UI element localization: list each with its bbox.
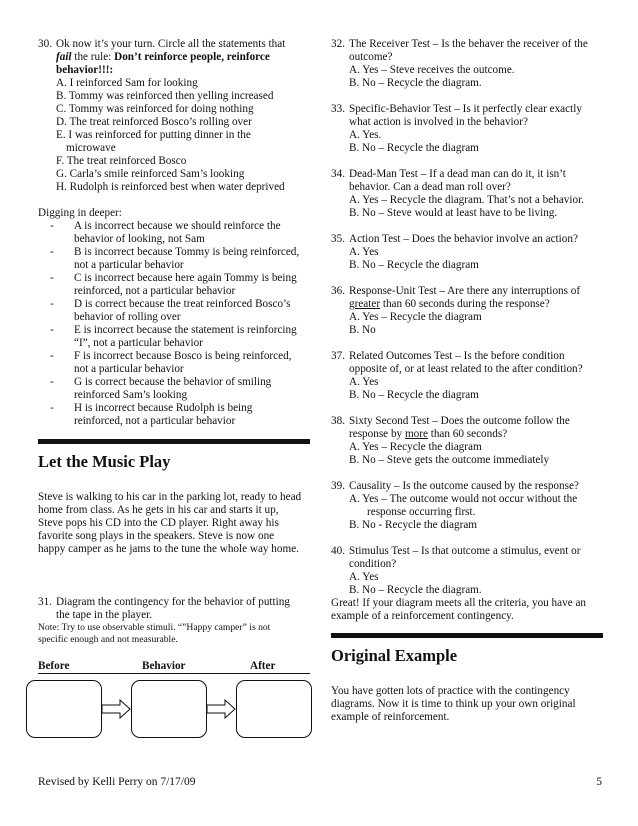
bullet-dash: - — [50, 220, 54, 232]
question-33: 33. Specific-Behavior Test – Is it perfectly clear exactly what action is involved in the behavior? A. Yes. B. No – Recycle the diagram — [331, 103, 603, 155]
bullet-dash: - — [50, 376, 54, 388]
original-paragraph: You have gotten lots of practice with the contingency diagrams. Now it is time to think up your own original example of reinforcement. — [331, 685, 576, 723]
digging-item: - E is incorrect because the statement is reinforcing “I”, not a particular behavior — [50, 324, 297, 349]
question-35: 35. Action Test – Does the behavior involve an action? A. Yes B. No – Recycle the diagram — [331, 233, 603, 272]
option: A. Yes – Recycle the diagram — [349, 311, 482, 323]
option: E. I was reinforced for putting dinner in the — [56, 129, 251, 141]
option: B. No - Recycle the diagram — [349, 519, 477, 531]
option: B. No – Recycle the diagram — [349, 389, 479, 401]
digging-item: - B is incorrect because Tommy is being reinforced, not a particular behavior — [50, 246, 300, 271]
question-40: 40. Stimulus Test – Is that outcome a stimulus, event or condition? A. Yes B. No – Recycle the diagram. — [331, 545, 603, 597]
option: B. No – Recycle the diagram. — [349, 584, 482, 596]
section-rule — [331, 633, 603, 638]
option: A. Yes — [349, 376, 379, 388]
question-38: 38. Sixty Second Test – Does the outcome follow the response by more than 60 seconds? A. Yes – Recycle the diagram B. No – Steve gets the outcome immediately — [331, 415, 603, 467]
question-31: 31. Diagram the contingency for the behavior of putting the tape in the player. — [38, 596, 290, 621]
question-36: 36. Response-Unit Test – Are there any interruptions of greater than 60 seconds during the response? A. Yes – Recycle the diagram B. No — [331, 285, 603, 337]
option: G. Carla’s smile reinforced Sam’s looking — [56, 168, 245, 180]
test-list — [331, 38, 603, 597]
option-continued: microwave — [66, 142, 116, 154]
question-32: 32. The Receiver Test – Is the behaver the receiver of the outcome? A. Yes – Steve receives the outcome. B. No – Recycle the diagram. — [331, 38, 603, 90]
right-column — [331, 38, 603, 724]
section-rule — [38, 439, 310, 444]
option: B. No — [349, 324, 376, 336]
bullet-dash: - — [50, 324, 54, 336]
digging-list — [38, 220, 310, 428]
option: B. No – Recycle the diagram — [349, 142, 479, 154]
bullet-dash: - — [50, 402, 54, 414]
label-before: Before — [38, 660, 70, 672]
option: B. No – Steve gets the outcome immediately — [349, 454, 550, 466]
bullet-dash: - — [50, 272, 54, 284]
option: A. Yes — [349, 246, 379, 258]
great-paragraph: Great! If your diagram meets all the criteria, you have an example of a reinforcement contingency. — [331, 597, 587, 622]
label-after: After — [250, 660, 276, 672]
story-paragraph: Steve is walking to his car in the parking lot, ready to head home from class. As he gets in his car and starts it up, Steve pops his CD into the CD player. Right away his favorite song plays in the speakers. Steve is now one happy camper as he jams to the tune the whole way home. — [38, 491, 302, 555]
bullet-dash: - — [50, 350, 54, 362]
option: A. Yes – Recycle the diagram. That’s not a behavior. — [349, 194, 584, 206]
behavior-box[interactable] — [131, 680, 207, 738]
digging-item: - D is correct because the treat reinforced Bosco’s behavior of rolling over — [50, 298, 291, 323]
option: A. I reinforced Sam for looking — [56, 77, 198, 89]
option: B. No – Recycle the diagram. — [349, 77, 482, 89]
question-39: 39. Causality – Is the outcome caused by the response? A. Yes – The outcome would not occur without the response occurring first. B. No - Recycle the diagram — [331, 480, 603, 532]
option: A. Yes – Steve receives the outcome. — [349, 64, 515, 76]
diagram-labels — [38, 660, 310, 674]
revision-note: Revised by Kelli Perry on 7/17/09 — [38, 776, 196, 788]
digging-item: - H is incorrect because Rudolph is being reinforced, not a particular behavior — [50, 402, 253, 427]
digging-item: - A is incorrect because we should reinforce the behavior of looking, not Sam — [50, 220, 281, 245]
option: response occurring first. — [367, 506, 476, 518]
question-30: 30. Ok now it’s your turn. Circle all the statements that fail the rule: Don’t reinforce people, reinforce behavior!!!: A. I reinforced Sam for looking B. Tommy was reinforced then yelling increased C. Tommy was reinforced for doing nothing D. The treat reinforced Bosco’s rolling over E. I was reinforced for putting dinner in the microwave F. The treat reinforced Bosco G. Carla’s smile reinforced Sam’s looking H. Rudolph is reinforced best when water deprived — [38, 38, 310, 194]
digging-heading: Digging in deeper: — [38, 207, 122, 219]
arrow-right-icon — [101, 699, 131, 719]
section-title-music: Let the Music Play — [38, 452, 171, 471]
option: D. The treat reinforced Bosco’s rolling over — [56, 116, 252, 128]
option: A. Yes – The outcome would not occur without the — [349, 493, 578, 505]
option: H. Rudolph is reinforced best when water deprived — [56, 181, 285, 193]
option: A. Yes – Recycle the diagram — [349, 441, 482, 453]
arrow-right-icon — [206, 699, 236, 719]
question-number: 30. — [38, 38, 52, 50]
label-behavior: Behavior — [142, 660, 186, 672]
question-34: 34. Dead-Man Test – If a dead man can do it, it isn’t behavior. Can a dead man roll over? A. Yes – Recycle the diagram. That’s not a behavior. B. No – Steve would at least have to be living. — [331, 168, 603, 220]
option: F. The treat reinforced Bosco — [56, 155, 187, 167]
emphasis-fail: fail — [56, 51, 72, 63]
label-underline — [38, 673, 310, 674]
digging-item: - F is incorrect because Bosco is being reinforced, not a particular behavior — [50, 350, 292, 375]
option: B. No – Steve would at least have to be living. — [349, 207, 558, 219]
left-column — [38, 38, 310, 740]
option: C. Tommy was reinforced for doing nothing — [56, 103, 254, 115]
after-box[interactable] — [236, 680, 312, 738]
option: A. Yes — [349, 571, 379, 583]
option: A. Yes. — [349, 129, 382, 141]
question-37: 37. Related Outcomes Test – Is the before condition opposite of, or at least related to the after condition? A. Yes B. No – Recycle the diagram — [331, 350, 603, 402]
bullet-dash: - — [50, 246, 54, 258]
contingency-diagram — [38, 680, 310, 740]
bullet-dash: - — [50, 298, 54, 310]
note-text: Note: Try to use observable stimuli. “”Happy camper” is not specific enough and not measurable. — [38, 622, 271, 645]
before-box[interactable] — [26, 680, 102, 738]
digging-item: - G is correct because the behavior of smiling reinforced Sam’s looking — [50, 376, 272, 401]
digging-item: - C is incorrect because here again Tommy is being reinforced, not a particular behavior — [50, 272, 297, 297]
rule-text: Don’t reinforce people, reinforce behavior!!!: — [56, 51, 270, 76]
option: B. Tommy was reinforced then yelling increased — [56, 90, 274, 102]
question-text: Ok now it’s your turn. Circle all the statements that — [56, 38, 286, 50]
option: B. No – Recycle the diagram — [349, 259, 479, 271]
page-footer — [38, 776, 602, 789]
page-number: 5 — [596, 776, 602, 788]
section-title-original: Original Example — [331, 646, 458, 665]
